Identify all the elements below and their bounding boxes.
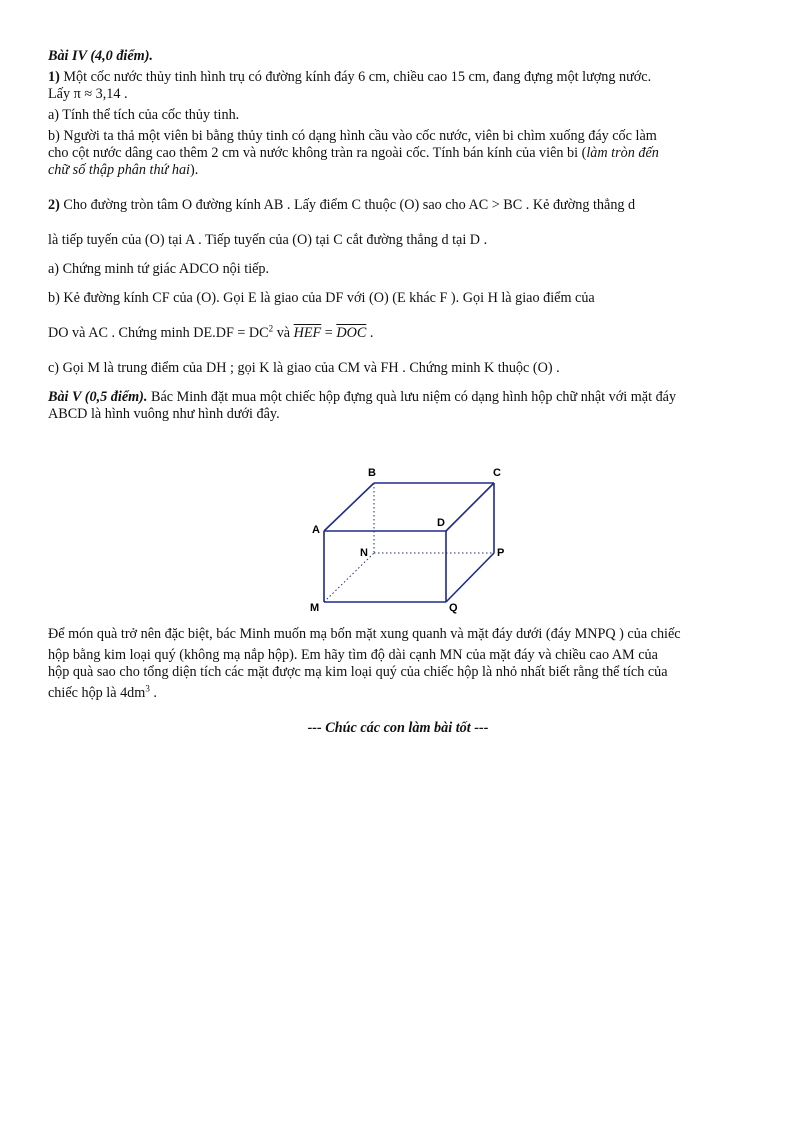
- edge-ab: [324, 483, 374, 531]
- problem-1-statement: [48, 69, 748, 86]
- problem-2b-line2: [48, 325, 748, 342]
- bai5-after-line2: hộp bằng kim loại quý (không mạ nắp hộp). Em hãy tìm độ dài cạnh MN của mặt đáy và chiều cao AM của: [48, 647, 658, 663]
- problem-1-label: 1): [48, 69, 60, 85]
- bai5-after-line1: Để món quà trở nên đặc biệt, bác Minh muốn mạ bốn mặt xung quanh và mặt đáy dưới (đáy MNPQ ) của chiếc: [48, 626, 681, 642]
- problem-1a: a) Tính thể tích của cốc thủy tinh.: [48, 107, 240, 123]
- arc-angle-doc: $\overline{DOC}$: [336, 325, 367, 341]
- problem-2b-text: DO và AC . Chứng minh DE.DF = DC: [48, 325, 269, 341]
- bai5-after-line3: hộp quà sao cho tổng diện tích các mặt được mạ kim loại quý của chiếc hộp là nhỏ nhất biết rằng thể tích của: [48, 664, 668, 680]
- edge-qp: [446, 553, 494, 602]
- vertex-label-q: Q: [449, 602, 458, 614]
- bai5-after-line4: [48, 685, 748, 702]
- problem-2a: a) Chứng minh tứ giác ADCO nội tiếp.: [48, 261, 270, 277]
- bai5-volume-sup: 3: [145, 683, 150, 694]
- bai5-line1: [48, 389, 748, 406]
- problem-1b-italic: làm tròn đến: [586, 145, 659, 161]
- bai5-line2: ABCD là hình vuông như hình dưới đây.: [48, 406, 280, 422]
- vertex-label-d: D: [437, 517, 445, 529]
- bai5-intro: Bác Minh đặt mua một chiếc hộp đựng quà lưu niệm có dạng hình hộp chữ nhật với mặt đáy: [147, 389, 677, 405]
- problem-1b-end: ).: [189, 162, 199, 178]
- problem-2-text: Cho đường tròn tâm O đường kính AB . Lấy điểm C thuộc (O) sao cho AC > BC . Kẻ đường thẳng d: [63, 197, 636, 213]
- vertex-label-n: N: [360, 547, 368, 559]
- box-figure: [300, 463, 530, 618]
- edge-mn-hidden: [324, 553, 374, 602]
- section-title-bai4: Bài IV (4,0 điểm).: [48, 48, 153, 64]
- problem-1b-line3: [48, 162, 748, 179]
- vertex-label-c: C: [493, 467, 501, 479]
- problem-2b-sup: 2: [268, 323, 274, 334]
- problem-2b-line1: b) Kẻ đường kính CF của (O). Gọi E là giao của DF với (O) (E khác F ). Gọi H là giao điểm của: [48, 290, 595, 306]
- problem-2b-end: .: [366, 325, 374, 341]
- edge-dc: [446, 483, 494, 531]
- bai5-continuation: [48, 626, 748, 737]
- problem-2c: c) Gọi M là trung điểm của DH ; gọi K là giao của CM và FH . Chứng minh K thuộc (O) .: [48, 360, 560, 376]
- vertex-label-p: P: [497, 547, 505, 559]
- closing-message: --- Chúc các con làm bài tốt ---: [307, 720, 489, 736]
- problem-1-pi: Lấy π ≈ 3,14 .: [48, 86, 128, 102]
- exam-page: [48, 48, 748, 423]
- section-title-bai5: Bài V (0,5 điểm).: [48, 389, 148, 405]
- bai5-volume-text: chiếc hộp là 4dm: [48, 685, 146, 701]
- problem-1b-line2: [48, 145, 748, 162]
- problem-2b-equals: =: [321, 325, 337, 341]
- vertex-label-b: B: [368, 467, 376, 479]
- problem-2-line1: [48, 197, 748, 214]
- problem-2b-and: và: [273, 325, 294, 341]
- bai5-volume-end: .: [149, 685, 157, 701]
- vertex-label-m: M: [310, 602, 320, 614]
- problem-1b-line1: b) Người ta thả một viên bi bằng thủy tinh có dạng hình cầu vào cốc nước, viên bi chìm xuống đáy cốc làm: [48, 128, 657, 144]
- problem-1-text: Một cốc nước thủy tinh hình trụ có đường kính đáy 6 cm, chiều cao 15 cm, đang đựng một lượng nước.: [63, 69, 652, 85]
- vertex-label-a: A: [312, 524, 320, 536]
- problem-2-label: 2): [48, 197, 60, 213]
- problem-1b-italic-2: chữ số thập phân thứ hai: [48, 162, 190, 178]
- problem-2-line2: là tiếp tuyến của (O) tại A . Tiếp tuyến của (O) tại C cắt đường thẳng d tại D .: [48, 232, 488, 248]
- problem-1b-text: cho cột nước dâng cao thêm 2 cm và nước không tràn ra ngoài cốc. Tính bán kính của viên bi (: [48, 145, 587, 161]
- arc-angle-hef: $\overline{HEF}$: [293, 325, 322, 341]
